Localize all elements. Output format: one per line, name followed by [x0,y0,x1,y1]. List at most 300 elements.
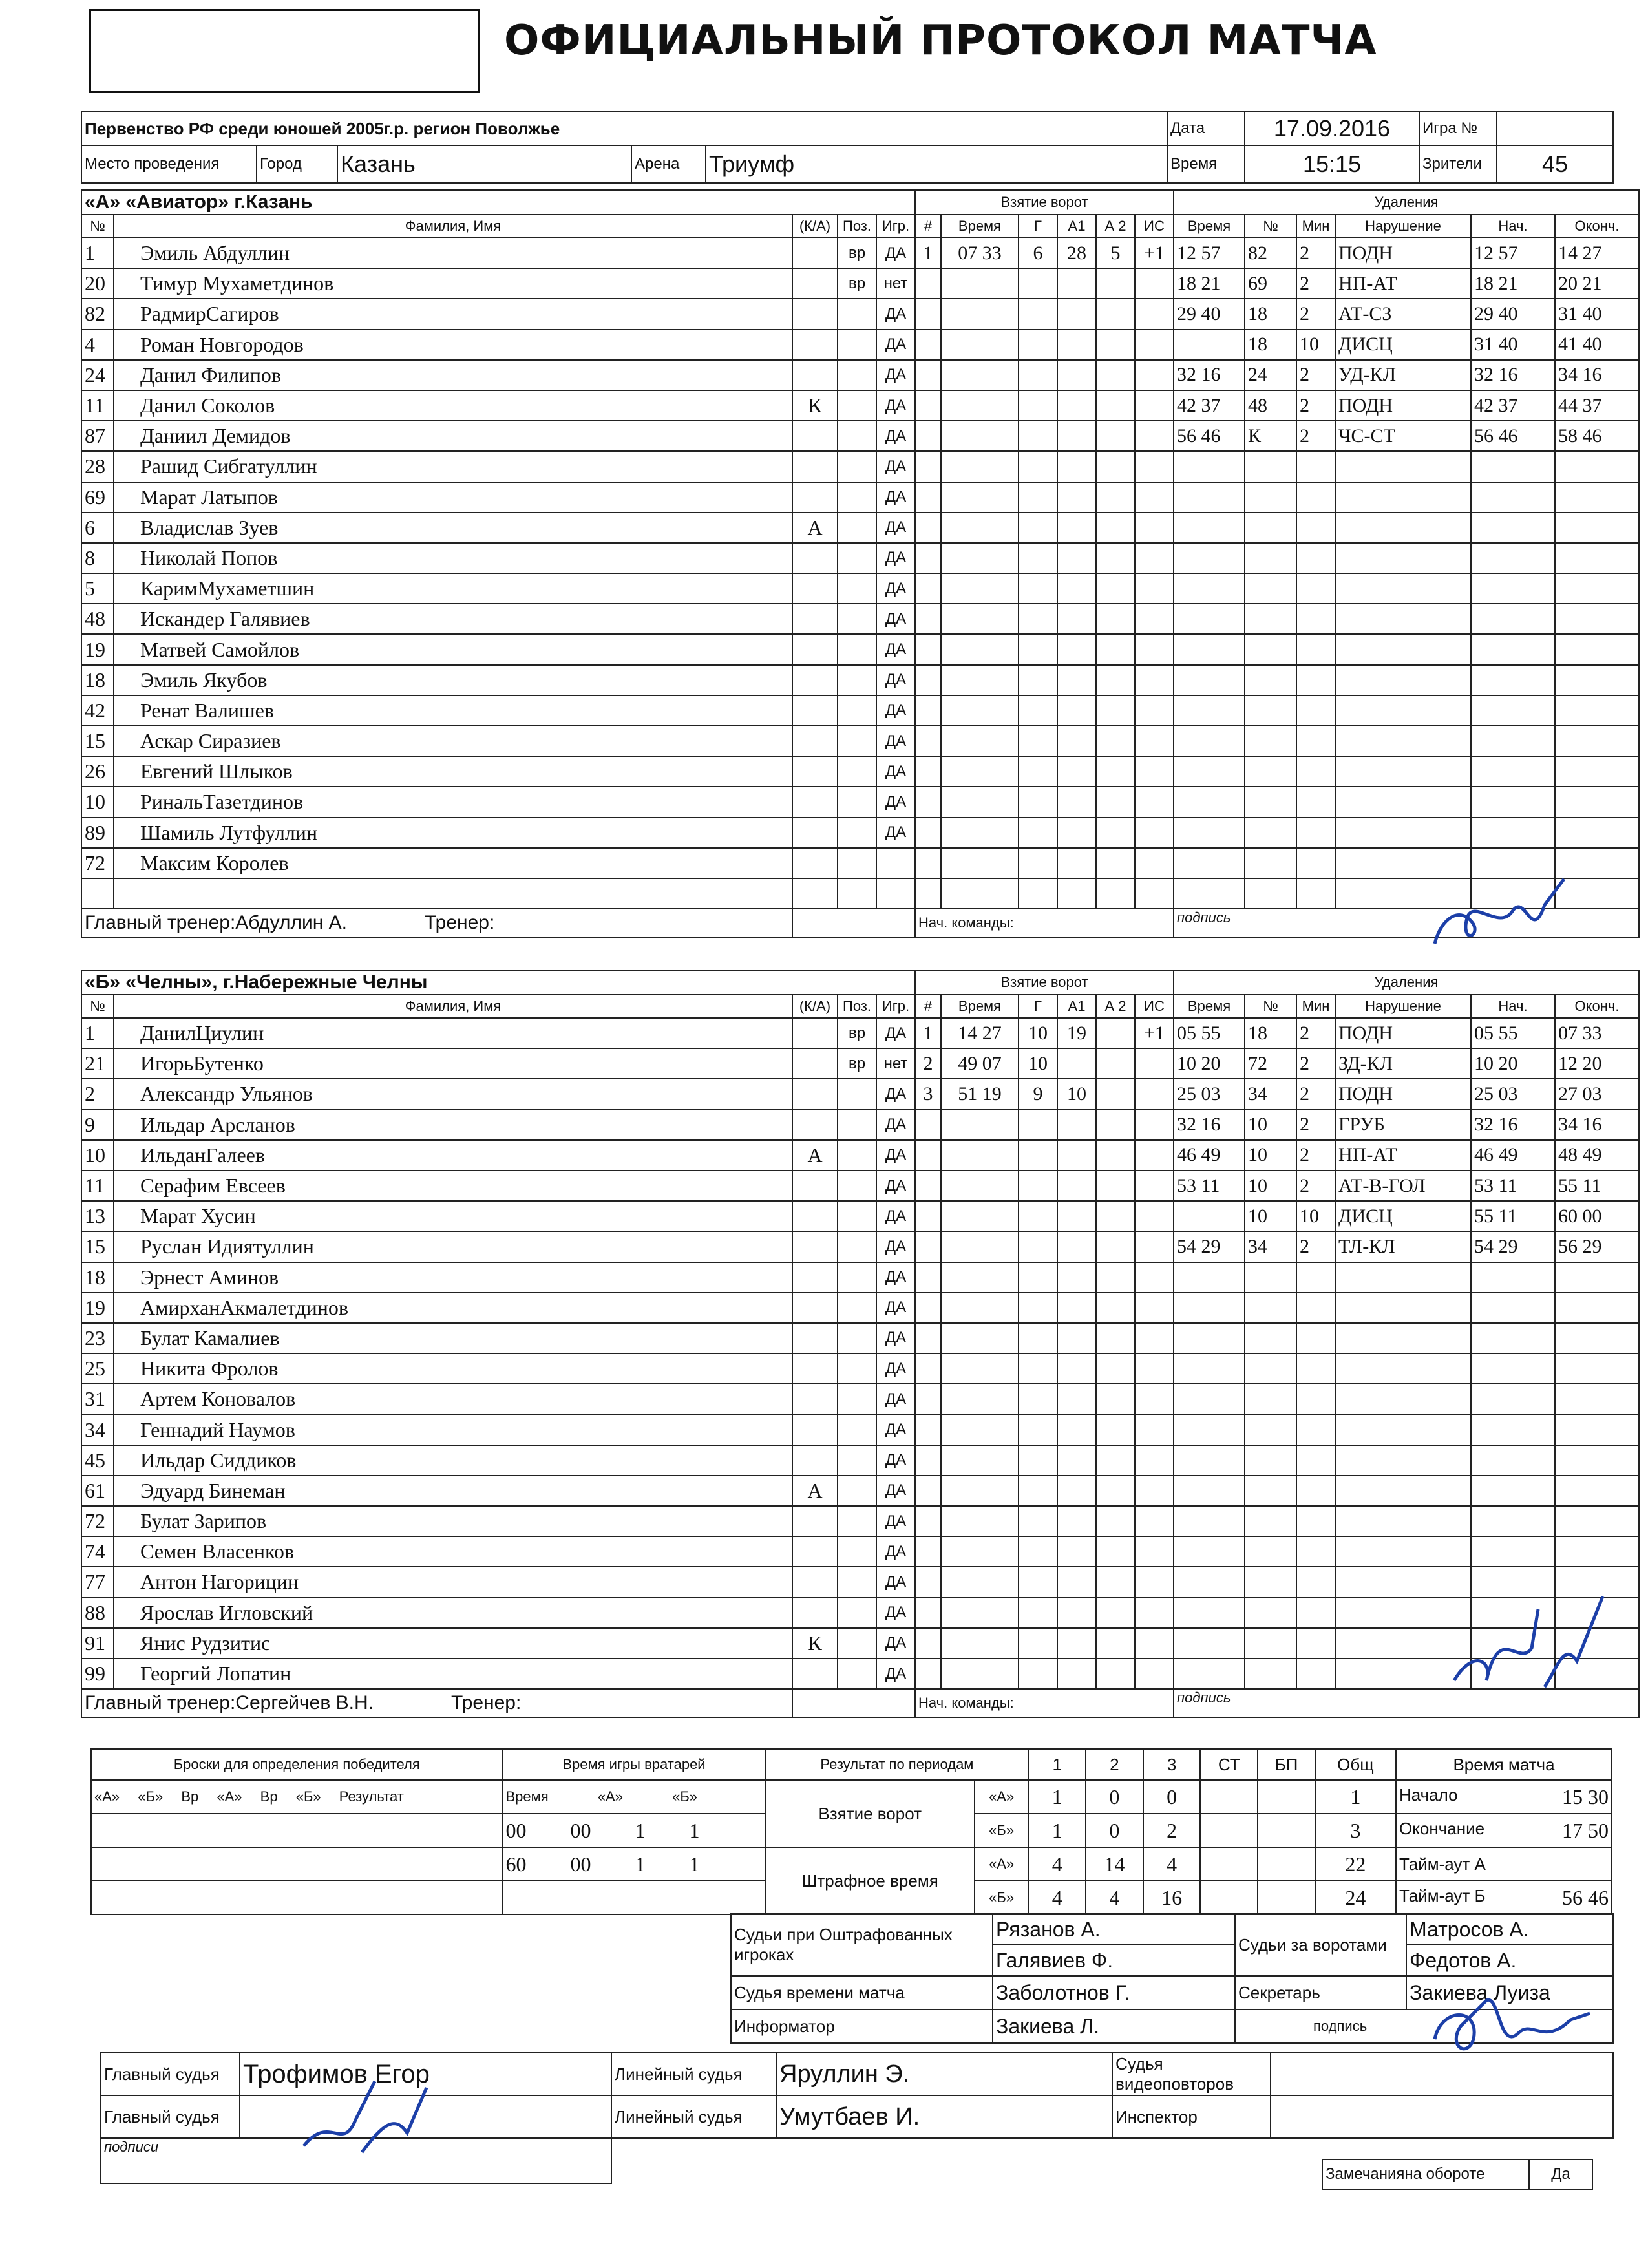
player-row [81,1171,1639,1201]
player-name: Александр Ульянов [114,1079,792,1109]
player-role [792,1171,838,1201]
penalty-start [1471,756,1555,787]
goal-a2 [1096,1140,1135,1171]
goal-a2 [1096,756,1135,787]
pim-row-label: Штрафное время [765,1847,974,1914]
player-name: Эрнест Аминов [114,1262,792,1293]
goal-a1 [1057,330,1096,360]
pim-a-p2: 14 [1086,1847,1143,1881]
goal-n [915,330,941,360]
player-number: 10 [81,1140,114,1171]
period-col-so: БП [1258,1749,1315,1780]
penalty-end [1555,1323,1639,1353]
penalty-time [1174,330,1245,360]
penalty-no: 69 [1245,268,1296,299]
player-name: КаримМухаметшин [114,573,792,604]
goal-time [941,1293,1019,1323]
goals-b-p3: 2 [1143,1814,1201,1847]
goal-time [941,848,1019,878]
goal-time [941,878,1019,909]
goal-is [1135,1353,1174,1384]
goal-time [941,1659,1019,1689]
goal-is [1135,665,1174,695]
goal-is [1135,1536,1174,1567]
penalty-start: 18 21 [1471,268,1555,299]
team-b-table [81,970,1640,1718]
goal-g [1019,360,1057,390]
player-number: 42 [81,695,114,726]
goal-g [1019,421,1057,451]
goal-is [1135,1079,1174,1109]
player-role [792,878,838,909]
player-played: ДА [876,1506,915,1536]
player-number: 45 [81,1445,114,1476]
gk-empty-3 [503,1881,766,1914]
player-played: ДА [876,1598,915,1628]
goal-is [1135,1110,1174,1140]
player-name: Руслан Идиятуллин [114,1231,792,1262]
goal-judges-label: Судьи за воротами [1235,1914,1406,1976]
penalty-time: 32 16 [1174,1110,1245,1140]
penalty-end [1555,1414,1639,1445]
player-row [81,634,1639,664]
goal-a1 [1057,818,1096,848]
goal-a2 [1096,1445,1135,1476]
player-row [81,1018,1639,1048]
player-name: Марат Латыпов [114,482,792,513]
penalty-viol [1335,756,1471,787]
team_b-header-name: Фамилия, Имя [114,995,792,1018]
goal-time [941,299,1019,329]
penalty-no [1245,848,1296,878]
penalty-viol: ГРУБ [1335,1110,1471,1140]
player-number: 72 [81,848,114,878]
team_b-header-g-is: ИС [1135,995,1174,1018]
goal-g [1019,1353,1057,1384]
penalty-end [1555,543,1639,573]
penalty-viol [1335,1476,1471,1506]
player-position [838,1598,876,1628]
goal-g: 10 [1019,1048,1057,1079]
goal-a1 [1057,787,1096,817]
video-judge-label: Судья видеоповторов [1112,2053,1271,2095]
goal-a1 [1057,695,1096,726]
penalty-start: 46 49 [1471,1140,1555,1171]
team_a-header-p-start: Нач. [1471,215,1555,238]
goal-g [1019,1414,1057,1445]
goal-time [941,1231,1019,1262]
goal-a1 [1057,1323,1096,1353]
gk-row-1-time: 00 00 [505,1818,591,1842]
penalty-end: 27 03 [1555,1079,1639,1109]
penalty-viol [1335,1506,1471,1536]
penalty-no [1245,665,1296,695]
goal-g [1019,268,1057,299]
player-position [838,726,876,756]
city-value: Казань [337,146,631,182]
penalty-start [1471,1262,1555,1293]
player-number: 20 [81,268,114,299]
goal-a1 [1057,1536,1096,1567]
match-time: 15:15 [1245,145,1419,183]
gk-row-2 [503,1847,766,1881]
goal-a1 [1057,390,1096,421]
inspector-label: Инспектор [1112,2095,1271,2138]
penalty-viol: АТ-СЗ [1335,299,1471,329]
goal-a2 [1096,543,1135,573]
penalty-min [1296,818,1335,848]
match-header-table [81,111,1614,184]
goal-g [1019,513,1057,543]
player-name: Никита Фролов [114,1353,792,1384]
player-position [838,330,876,360]
penalty-min [1296,604,1335,634]
penalty-time [1174,787,1245,817]
penalty-viol: ЗД-КЛ [1335,1048,1471,1079]
goals-a-p1: 1 [1028,1780,1086,1814]
penalty-viol: ТЛ-КЛ [1335,1231,1471,1262]
penalty-no [1245,1598,1296,1628]
goal-a2 [1096,634,1135,664]
goal-a2 [1096,330,1135,360]
goal-a2 [1096,1598,1135,1628]
signatures-label: подписи [101,2138,611,2183]
player-role [792,604,838,634]
team_a-header-ka: (К/А) [792,215,838,238]
penalty-min [1296,1476,1335,1506]
penalty-viol: НП-АТ [1335,1140,1471,1171]
goal-is [1135,726,1174,756]
penalty-no: 10 [1245,1201,1296,1231]
goal-is [1135,1171,1174,1201]
penalty-start [1471,665,1555,695]
goal-time [941,1598,1019,1628]
goal-a1: 10 [1057,1079,1096,1109]
goal-time [941,1384,1019,1414]
team_b-header-p-start: Нач. [1471,995,1555,1018]
player-role: А [792,513,838,543]
penalty-viol [1335,818,1471,848]
penalty-time [1174,1476,1245,1506]
player-name: Максим Королев [114,848,792,878]
player-row [81,360,1639,390]
player-role: А [792,1140,838,1171]
player-name: Рашид Сибгатуллин [114,451,792,482]
penalty-no [1245,1536,1296,1567]
player-number: 13 [81,1201,114,1231]
goal-is [1135,513,1174,543]
penalty-no: 18 [1245,1018,1296,1048]
penalty-start [1471,1414,1555,1445]
pim-a-p3: 4 [1143,1847,1201,1881]
goal-is [1135,787,1174,817]
player-position [838,513,876,543]
goal-a2 [1096,1628,1135,1659]
player-number: 91 [81,1628,114,1659]
goal-is [1135,1048,1174,1079]
goal-n [915,1231,941,1262]
goal-n [915,482,941,513]
match-time-title: Время матча [1396,1749,1612,1780]
penalty-end: 20 21 [1555,268,1639,299]
team_a-header-g-no: # [915,215,941,238]
goal-a2 [1096,1384,1135,1414]
goal-time [941,482,1019,513]
player-position [838,818,876,848]
penalty-viol [1335,726,1471,756]
team_a-header-g-g: Г [1019,215,1057,238]
penalty-start [1471,1506,1555,1536]
goal-a1 [1057,1445,1096,1476]
penalty-end [1555,482,1639,513]
player-position [838,1567,876,1597]
shootout-col-b2: «Б» [295,1788,321,1805]
penalty-time [1174,665,1245,695]
goal-g [1019,634,1057,664]
goal-a2 [1096,878,1135,909]
timeout-a [1396,1847,1612,1881]
penalty-end [1555,451,1639,482]
goal-time [941,421,1019,451]
player-position [838,421,876,451]
goal-a1 [1057,1353,1096,1384]
player-name: Эмиль Абдуллин [114,238,792,268]
player-row [81,390,1639,421]
penalty-end [1555,513,1639,543]
player-played: ДА [876,726,915,756]
player-name: РинальТазетдинов [114,787,792,817]
goal-g [1019,1384,1057,1414]
player-name: Артем Коновалов [114,1384,792,1414]
goal-g [1019,1506,1057,1536]
goal-n: 1 [915,1018,941,1048]
penalty-no [1245,543,1296,573]
spectators-count: 45 [1497,145,1613,183]
player-number: 72 [81,1506,114,1536]
penalty-no [1245,726,1296,756]
player-number: 15 [81,1231,114,1262]
goal-n [915,726,941,756]
goal-is [1135,1567,1174,1597]
gk-col-b: «Б» [672,1788,698,1805]
player-name: Ильдар Арсланов [114,1110,792,1140]
goals-b-so [1258,1814,1315,1847]
goal-a2 [1096,573,1135,604]
penalty-start [1471,1293,1555,1323]
penalty-viol: ПОДН [1335,238,1471,268]
penalty-time [1174,604,1245,634]
goal-time [941,543,1019,573]
player-position [838,1171,876,1201]
goal-g [1019,1171,1057,1201]
gk-row-1-b: 1 [689,1818,700,1842]
team_b-header-g-a2: А 2 [1096,995,1135,1018]
goal-a1 [1057,848,1096,878]
goal-n [915,1445,941,1476]
player-role [792,1201,838,1231]
penalty-start: 31 40 [1471,330,1555,360]
penalty-end: 14 27 [1555,238,1639,268]
penalty-min [1296,1659,1335,1689]
goal-a1 [1057,604,1096,634]
goal-a1 [1057,1598,1096,1628]
team_b-header-g-a1: А1 [1057,995,1096,1018]
goal-time [941,513,1019,543]
goal-time [941,1110,1019,1140]
penalty-start: 32 16 [1471,1110,1555,1140]
team_a-title: «А» «Авиатор» г.Казань [81,190,915,215]
player-name: ИльданГалеев [114,1140,792,1171]
player-played: ДА [876,1353,915,1384]
goal-is [1135,1293,1174,1323]
player-name: Искандер Галявиев [114,604,792,634]
head-coach-name: Сергейчев В.Н. [235,1692,374,1714]
goal-a1 [1057,1262,1096,1293]
penalty-min [1296,451,1335,482]
penalty-viol [1335,1384,1471,1414]
linesman-1: Яруллин Э. [776,2053,1112,2095]
goal-a1 [1057,421,1096,451]
penalty-no [1245,1323,1296,1353]
player-name: Георгий Лопатин [114,1659,792,1689]
player-number: 82 [81,299,114,329]
goal-a2 [1096,818,1135,848]
player-number: 5 [81,573,114,604]
goal-n [915,360,941,390]
goal-a2 [1096,604,1135,634]
goal-judge-2: Федотов А. [1406,1945,1613,1976]
team_b-header-p-end: Оконч. [1555,995,1639,1018]
goal-a1 [1057,1506,1096,1536]
player-role [792,543,838,573]
player-number: 18 [81,1262,114,1293]
player-played: ДА [876,543,915,573]
team-captain-label: Нач. команды: [915,1689,1174,1717]
player-name: ИгорьБутенко [114,1048,792,1079]
player-name [114,878,792,909]
player-number: 19 [81,634,114,664]
player-role [792,1567,838,1597]
player-row [81,1598,1639,1628]
goal-n [915,1476,941,1506]
goal-n [915,1201,941,1231]
team_b-header-no: № [81,995,114,1018]
goal-a1 [1057,1414,1096,1445]
goal-a2 [1096,665,1135,695]
penalty-viol: ДИСЦ [1335,1201,1471,1231]
head-referee-1: Трофимов Егор [240,2053,611,2095]
goal-a1 [1057,482,1096,513]
goal-n: 2 [915,1048,941,1079]
penalty-no [1245,634,1296,664]
player-played: ДА [876,1171,915,1201]
penalty-no [1245,1445,1296,1476]
player-row [81,1567,1639,1597]
penalty-viol [1335,543,1471,573]
penalty-min [1296,1536,1335,1567]
player-row [81,543,1639,573]
penalty-min [1296,1293,1335,1323]
penalty-viol [1335,604,1471,634]
penalty-time [1174,1201,1245,1231]
goal-a2 [1096,451,1135,482]
goal-g [1019,787,1057,817]
penalty-end [1555,726,1639,756]
penalty-time: 25 03 [1174,1079,1245,1109]
goal-g [1019,818,1057,848]
penalty-time [1174,1598,1245,1628]
player-name: ДанилЦиулин [114,1018,792,1048]
team_b-penalties-title: Удаления [1174,970,1639,995]
goal-a2 [1096,1506,1135,1536]
penalty-no: 48 [1245,390,1296,421]
player-role [792,1598,838,1628]
goal-n [915,573,941,604]
goal-g: 6 [1019,238,1057,268]
player-number: 87 [81,421,114,451]
goal-time [941,1323,1019,1353]
penalty-time [1174,1262,1245,1293]
player-number: 24 [81,360,114,390]
goals-a-p2: 0 [1086,1780,1143,1814]
player-played: ДА [876,390,915,421]
player-row [81,513,1639,543]
player-row [81,1201,1639,1231]
penalty-time [1174,543,1245,573]
penalty-start: 12 57 [1471,238,1555,268]
player-position [838,1201,876,1231]
match-start-value: 15 30 [1562,1785,1609,1808]
player-row [81,299,1639,329]
goal-a2 [1096,1353,1135,1384]
penalty-no [1245,451,1296,482]
goal-g [1019,1262,1057,1293]
team_b-header-pos: Поз. [838,995,876,1018]
goal-n [915,1353,941,1384]
tournament-name: Первенство РФ среди юношей 2005г.р. регион Поволжье [81,112,1167,145]
goal-a1 [1057,1476,1096,1506]
penalty-time [1174,1659,1245,1689]
informer-label: Информатор [731,2009,993,2043]
penalty-end: 44 37 [1555,390,1639,421]
shootout-col-b: «Б» [138,1788,164,1805]
player-number: 18 [81,665,114,695]
penalty-no: 18 [1245,330,1296,360]
player-number: 74 [81,1536,114,1567]
player-row [81,482,1639,513]
player-role [792,1536,838,1567]
penalty-time: 10 20 [1174,1048,1245,1079]
player-number: 34 [81,1414,114,1445]
goal-g [1019,1110,1057,1140]
team_a-header-played: Игр. [876,215,915,238]
player-position [838,390,876,421]
goal-is [1135,1231,1174,1262]
venue-label: Место проведения [82,146,257,182]
timekeeper-label: Судья времени матча [731,1976,993,2009]
goal-g [1019,848,1057,878]
team_b-coach-spacer [792,1689,915,1717]
head-coach-name: Абдуллин А. [235,912,348,934]
player-row [81,1445,1639,1476]
player-role [792,818,838,848]
goal-time [941,1262,1019,1293]
penalty-min [1296,1567,1335,1597]
goal-a1 [1057,1171,1096,1201]
goal-a1 [1057,360,1096,390]
goal-is [1135,818,1174,848]
goal-a1 [1057,1293,1096,1323]
